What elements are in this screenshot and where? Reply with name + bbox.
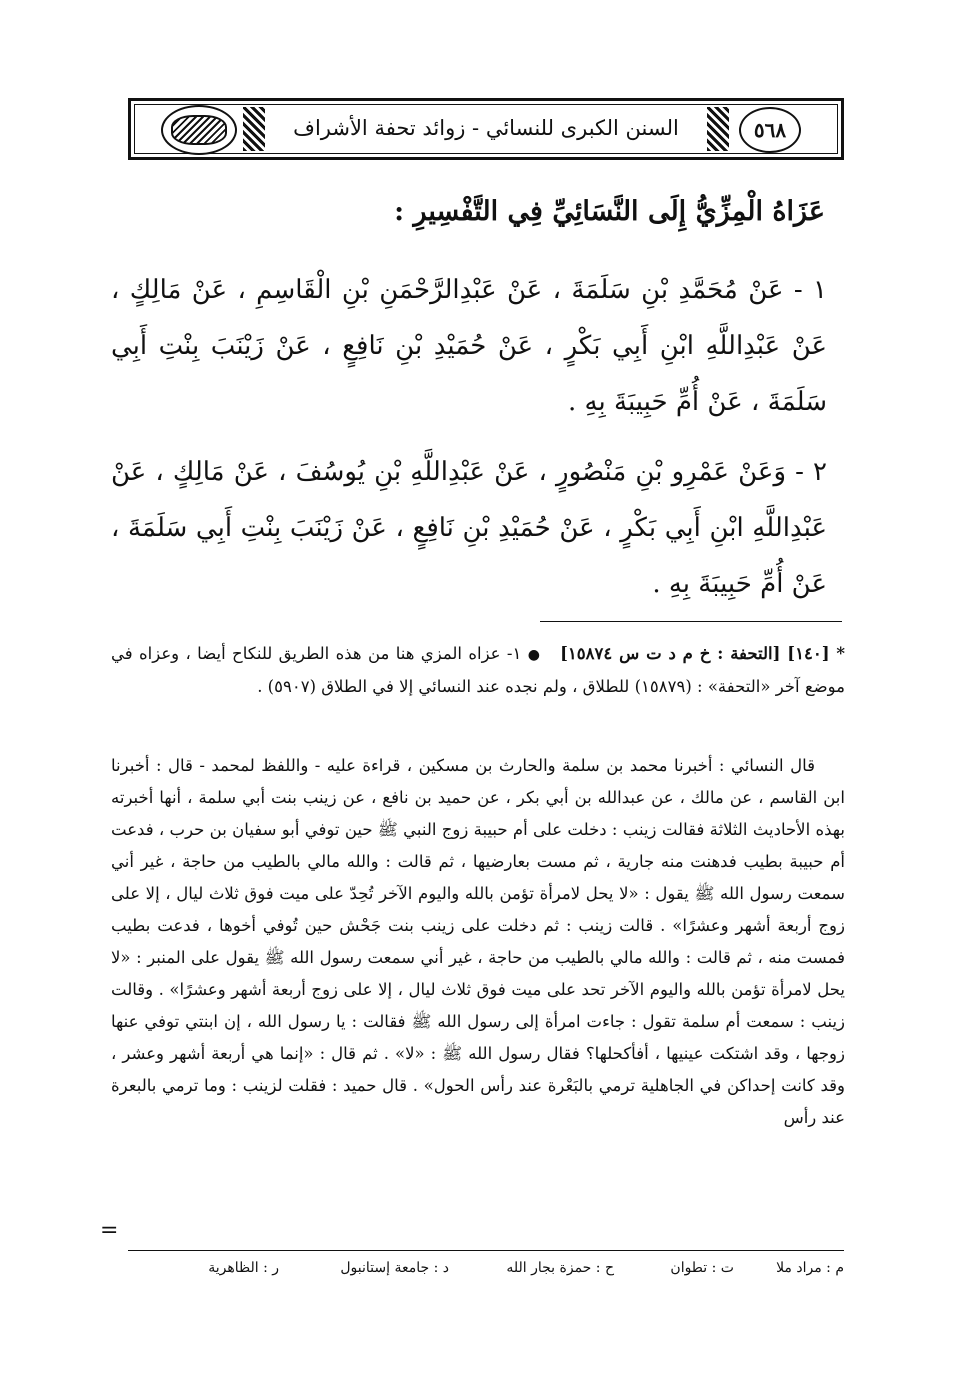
footnote-separator [540,621,842,622]
source-item: د : جامعة إستانبول [340,1260,449,1276]
source-item: ت : تطوان [670,1260,734,1276]
quotation-text: قال النسائي : أخبرنا محمد بن سلمة والحارث بن مسكين ، قراءة عليه - واللفظ لمحمد - قال : أخبرنا ابن القاسم ، عن مالك ، عن عبدالله بن أبي بكر ، عن حميد بن نافع ، عن زينب بنت أبي سلمة ، أنها أخبرته بهذه الأحاديث الثلاثة فقالت زينب : دخلت على أم حبيبة زوج النبي ﷺ حين توفي أبو سفيان بن حرب ، فدعت أم حبيبة بطيب فدهنت منه جارية ، ثم مست بعارضيها ، ثم قالت : والله مالي بالطيب من حاجة ، غير أني سمعت رسول الله ﷺ يقول : «لا يحل لامرأة تؤمن بالله واليوم الآخر تُحِدّ على ميت فوق ثلاث ليال ، إلا على زوج أربعة أشهر وعشرًا» . قالت زينب : ثم دخلت على زينب بنت جَحْش حين تُوفي أخوها ، فدعت بطيب فمست منه ، ثم قالت : والله مالي بالطيب من حاجة ، غير أني سمعت رسول الله ﷺ يقول على المنبر : «لا يحل لامرأة تؤمن بالله واليوم الآخر تحد على ميت فوق ثلاث ليال ، إلا على زوج أربعة أشهر وعشرًا» . وقالت زينب : سمعت أم سلمة تقول : جاءت امرأة إلى رسول الله ﷺ فقالت : يا رسول الله ، إن ابنتي توفي عنها زوجها ، وقد اشتكت عينيها ، أفأكحلها؟ فقال رسول الله ﷺ : «لا» . ثم قال : «إنما هي أربعة أشهر وعشر ، وقد كانت إحداكن في الجاهلية ترمي بالبَعْرة عند رأس الحول» . قال حميد : فقلت لزينب : وما ترمي بالبعرة عند رأس [111,756,845,1127]
footnote-quotation [111,750,845,1134]
manuscript-sources [128,1260,844,1290]
footnote-reference: * [١٤٠] [التحفة : خ م د ت س ١٥٨٧٤] [560,644,845,663]
source-item: ح : حمزة بجار الله [506,1260,614,1276]
hadith-2 [111,444,827,612]
page-header-banner [128,98,844,160]
source-item: م : مراد ملا [776,1260,844,1276]
page-number: ٥٦٨ [739,107,801,153]
hadith-number: ١ - [793,275,827,305]
publisher-logo [161,105,237,155]
hadith-1 [111,262,827,430]
footnote-text: ١- عزاه المزي هنا من هذه الطريق للنكاح أيضا ، وعزاه في موضع آخر «التحفة» : (١٥٨٧٩) للطلاق ، ولم نجده عند النسائي إلا في الطلاق (٥٩٠٧) . [111,644,845,696]
footnote-takhrij [111,638,845,703]
hadith-text: وَعَنْ عَمْرِو بْنِ مَنْصُورٍ ، عَنْ عَبْدِاللَّهِ بْنِ يُوسُفَ ، عَنْ مَالِكٍ ، عَنْ عَبْدِاللَّهِ ابْنِ أَبِي بَكْرٍ ، عَنْ حُمَيْدِ بْنِ نَافِعٍ ، عَنْ زَيْنَبَ بِنْتِ أَبِي سَلَمَةَ ، عَنْ أُمِّ حَبِيبَةَ بِهِ . [111,457,827,599]
continuation-mark: = [100,1218,119,1243]
hadith-number: ٢ - [795,457,828,487]
source-item: ر : الظاهرية [208,1260,279,1276]
hadith-text: عَنْ مُحَمَّدِ بْنِ سَلَمَةَ ، عَنْ عَبْدِالرَّحْمَنِ بْنِ الْقَاسِمِ ، عَنْ مَالِكٍ ، عَنْ عَبْدِاللَّهِ ابْنِ أَبِي بَكْرٍ ، عَنْ حُمَيْدِ بْنِ نَافِعٍ ، عَنْ زَيْنَبَ بِنْتِ أَبِي سَلَمَةَ ، عَنْ أُمِّ حَبِيبَةَ بِهِ . [111,275,827,417]
bullet-icon: ● [527,647,542,663]
running-title: السنن الكبرى للنسائي - زوائد تحفة الأشراف [293,116,679,140]
bottom-separator [128,1250,844,1251]
section-title: عَزَاهُ الْمِزِّيُّ إِلَى النَّسَائِيِّ فِي التَّفْسِيرِ : [394,196,825,227]
